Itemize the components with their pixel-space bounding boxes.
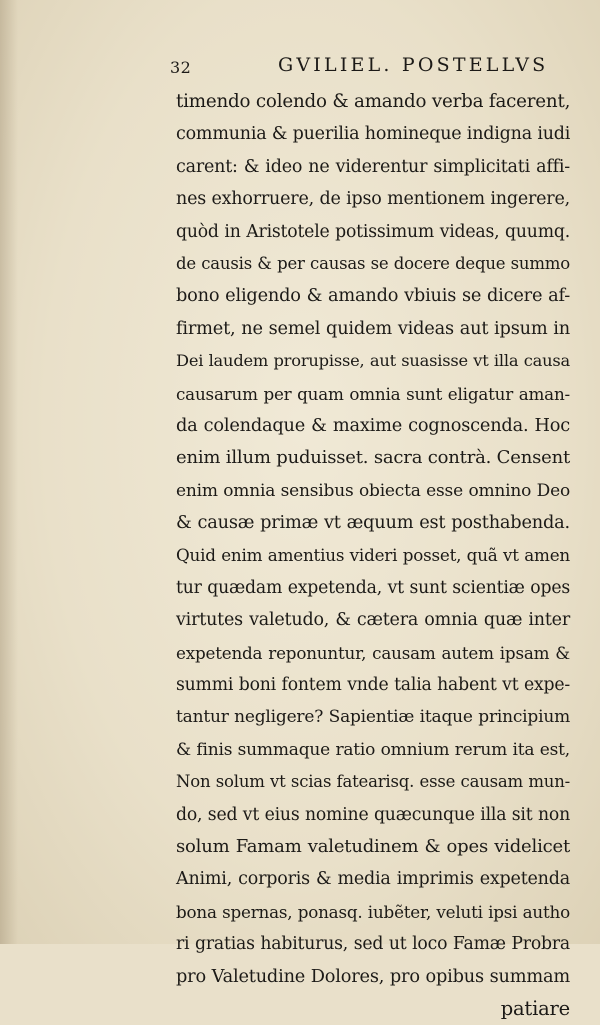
- text-line: Quid enim amentius videri posset, quã vt amen: [176, 545, 570, 566]
- running-head: GVILIEL. POSTELLVS: [278, 54, 549, 76]
- text-line: timendo colendo & amando verba facerent,: [176, 91, 571, 112]
- text-line: causarum per quam omnia sunt eligatur aman-: [176, 383, 570, 404]
- text-line: de causis & per causas se docere deque summo: [176, 253, 570, 273]
- text-line: nes exhorruere, de ipso mentionem ingerere,: [176, 189, 570, 210]
- text-line: carent: & ideo ne viderentur simplicitati affi-: [176, 156, 570, 177]
- text-line: quòd in Aristotele potissimum videas, quumq.: [176, 221, 570, 242]
- page-header: [170, 50, 570, 86]
- text-line: bono eligendo & amando vbiuis se dicere af-: [176, 286, 570, 307]
- text-line: enim omnia sensibus obiecta esse omnino Deo: [176, 480, 570, 501]
- text-line: summi boni fontem vnde talia habent vt expe-: [176, 675, 570, 696]
- text-line: enim illum puduisset. sacra contrà. Censent: [176, 447, 571, 469]
- text-line: & causæ primæ vt æquum est posthabenda.: [176, 513, 570, 534]
- text-line: Dei laudem prorupisse, aut suasisse vt illa causa: [176, 351, 570, 371]
- text-line: solum Famam valetudinem & opes videlicet: [176, 835, 570, 857]
- text-line: virtutes valetudo, & cætera omnia quæ inter: [176, 610, 570, 631]
- text-line: & finis summaque ratio omnium rerum ita est,: [176, 739, 570, 760]
- text-line: ri gratias habiturus, sed ut loco Famæ Probra: [176, 934, 570, 955]
- text-line: Animi, corporis & media imprimis expetenda: [176, 869, 570, 890]
- text-line: do, sed vt eius nomine quæcunque illa sit non: [176, 804, 570, 825]
- text-line: firmet, ne semel quidem videas aut ipsum in: [176, 318, 570, 339]
- text-line: expetenda reponuntur, causam autem ipsam &: [176, 642, 570, 663]
- text-line: communia & puerilia homineque indigna iudi: [176, 124, 571, 145]
- text-line: Non solum vt scias fatearisq. esse causam mun-: [176, 772, 570, 792]
- catchword: patiare: [500, 996, 570, 1020]
- text-line: da colendaque & maxime cognoscenda. Hoc: [176, 415, 570, 436]
- text-line: tur quædam expetenda, vt sunt scientiæ opes: [176, 577, 570, 598]
- text-line: pro Valetudine Dolores, pro opibus summam: [176, 966, 570, 987]
- body-text: [176, 86, 570, 1025]
- page-number: 32: [170, 58, 192, 77]
- text-line: bona spernas, ponasq. iubẽter, veluti ipsi autho: [176, 901, 570, 922]
- gutter-shadow: [0, 0, 18, 944]
- text-line: tantur negligere? Sapientiæ itaque principium: [176, 707, 570, 728]
